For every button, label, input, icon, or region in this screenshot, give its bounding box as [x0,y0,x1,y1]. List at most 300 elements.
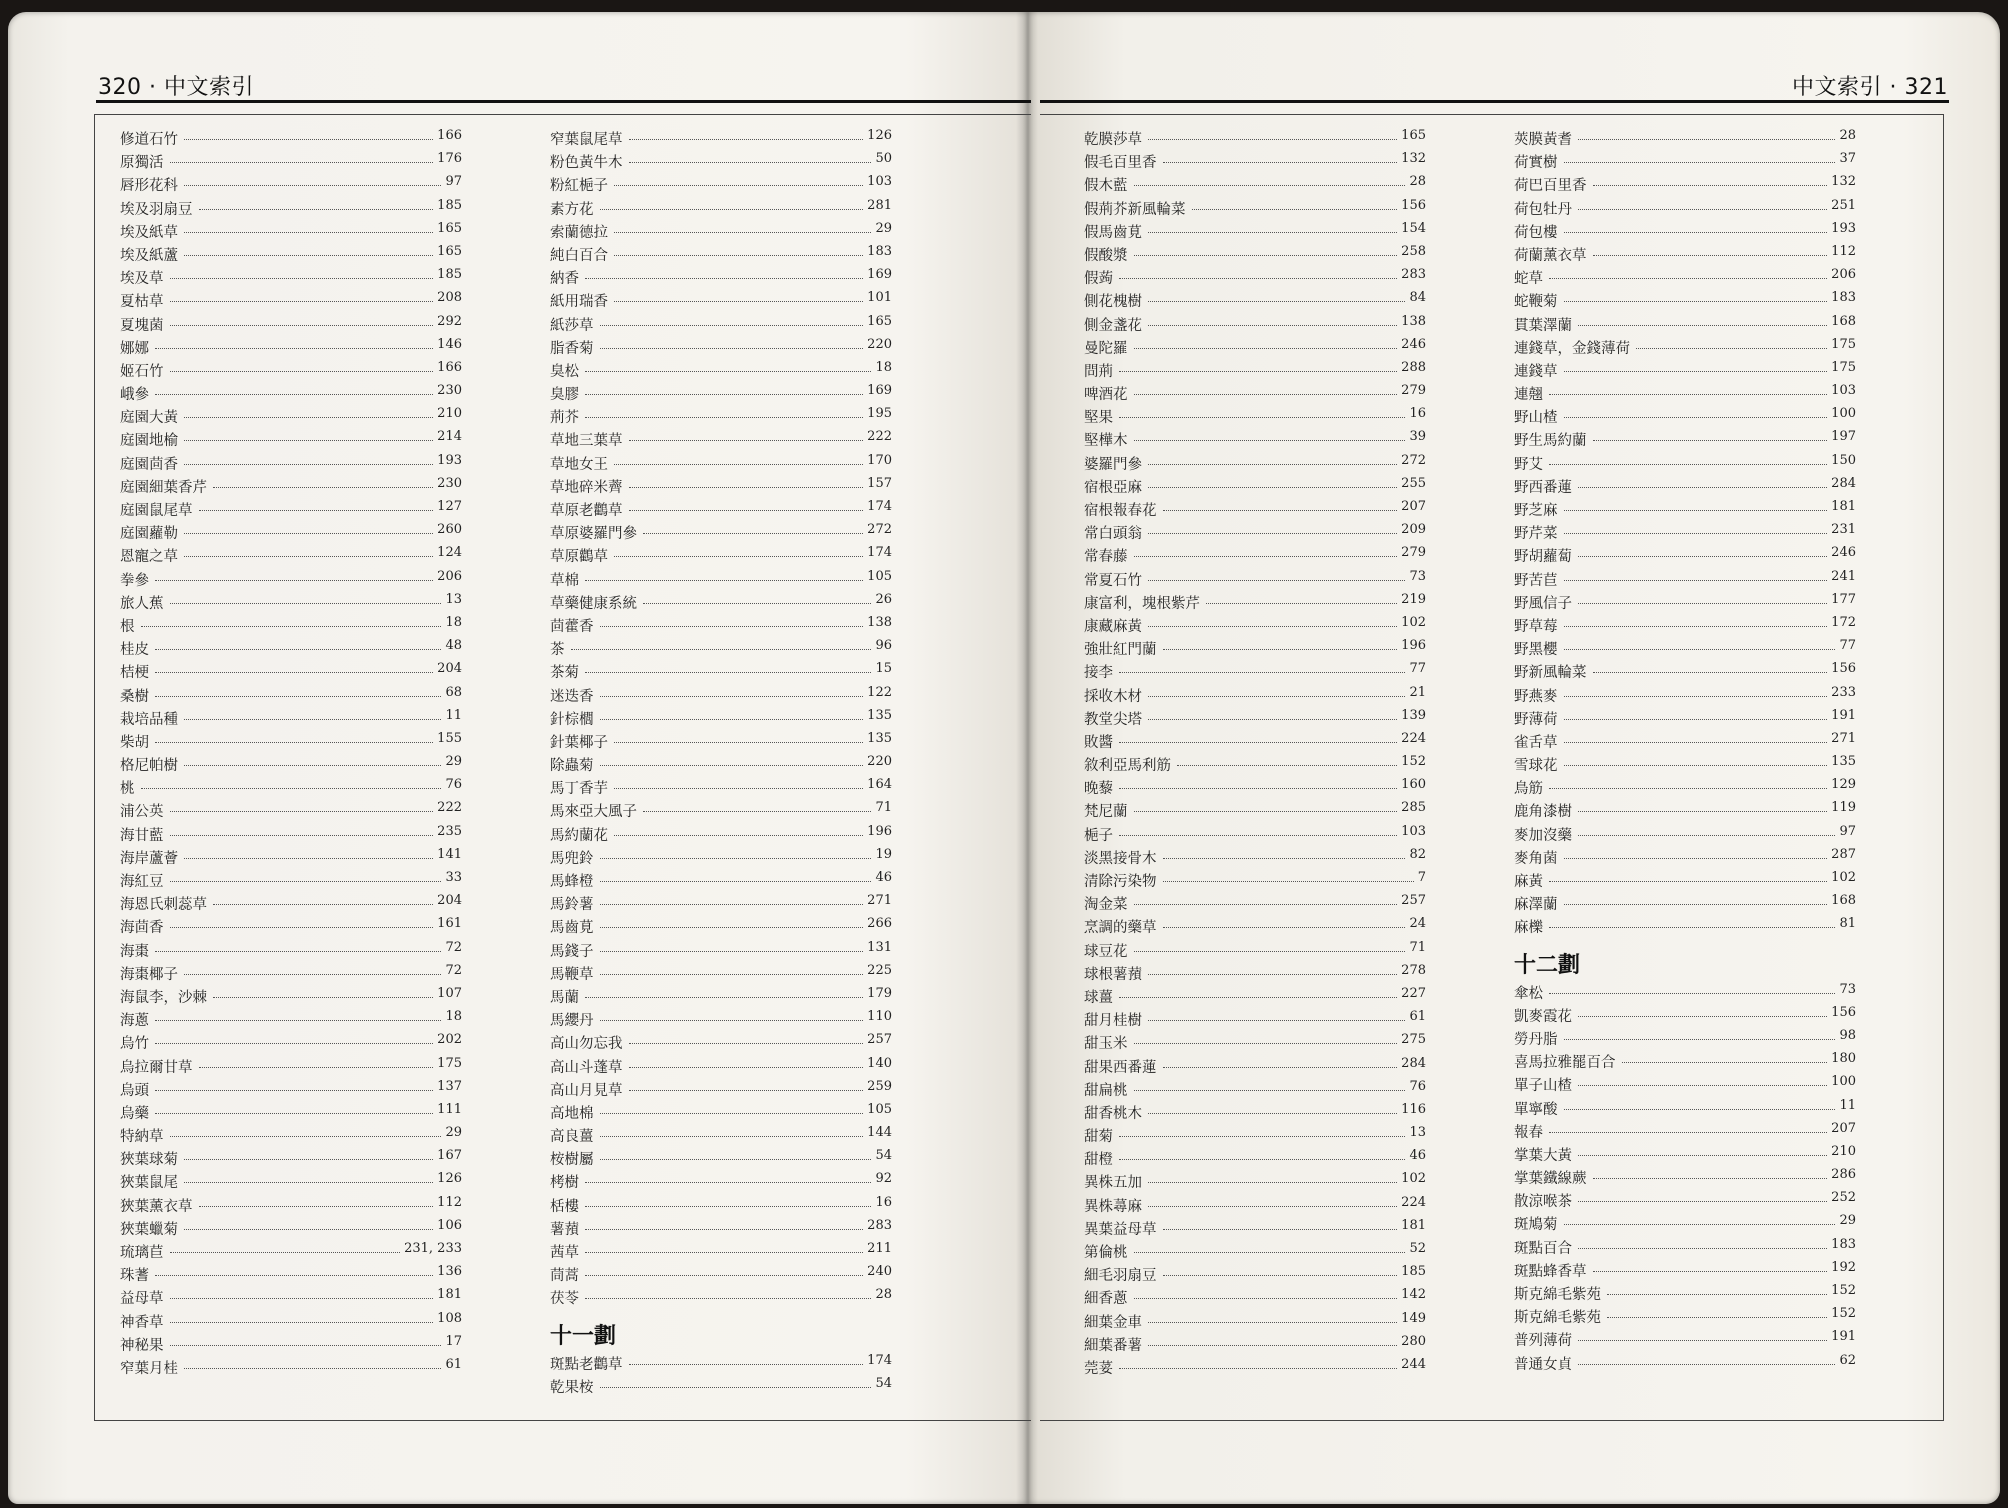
index-term: 粉色黃牛木 [550,155,623,172]
index-entry [120,290,462,313]
leader-dots [600,348,863,349]
page-number: 28 [1409,174,1426,190]
index-term: 荷包樓 [1514,224,1558,241]
page-number: 279 [1401,545,1426,561]
index-entry [1084,569,1426,592]
index-term: 草原老鸛草 [550,503,623,519]
page-number: 257 [1401,893,1426,909]
index-term: 海恩氏刺蕊草 [120,897,207,914]
page-number: 135 [867,730,892,746]
index-entry [120,661,462,684]
leader-dots [1148,626,1397,627]
leader-dots [1119,1136,1405,1137]
index-term: 純白百合 [550,247,608,264]
page-number: 206 [437,568,462,584]
index-entry [550,1264,892,1287]
index-term: 斑點老鸛草 [550,1356,623,1373]
index-entry [550,1079,892,1102]
page-number: 169 [867,267,892,283]
index-term: 海茴香 [120,920,164,937]
index-entry [120,499,462,522]
index-term: 海紅豆 [120,874,164,890]
index-term: 格尼帕樹 [120,758,178,775]
leader-dots [155,951,441,952]
leader-dots [1148,719,1397,720]
index-term: 庭園茴香 [120,456,178,473]
index-term: 教堂尖塔 [1084,711,1142,728]
leader-dots [184,417,433,418]
leader-dots [170,278,433,279]
page-number: 271 [1831,730,1856,746]
index-term: 針葉椰子 [550,734,608,751]
index-entry [1514,1121,1856,1144]
page-number: 103 [1831,383,1856,399]
page-number: 222 [437,800,462,816]
index-entry [120,708,462,731]
page-number: 287 [1831,846,1856,862]
leader-dots [600,696,863,697]
index-entry [550,661,892,684]
index-entry [550,708,892,731]
index-entry [550,337,892,360]
index-term: 茜草 [550,1245,579,1261]
index-entry [1084,1287,1426,1310]
leader-dots [629,1364,863,1365]
index-term: 斑點蜂香草 [1514,1263,1587,1280]
leader-dots [600,927,863,928]
index-entry [1084,1357,1426,1380]
index-term: 娜娜 [120,340,149,357]
leader-dots [170,835,433,836]
index-entry [1084,1334,1426,1357]
page-number: 161 [437,916,462,932]
index-entry [550,1102,892,1125]
index-entry [550,1032,892,1055]
leader-dots [585,672,871,673]
index-term: 草棉 [550,572,579,589]
leader-dots [184,765,441,766]
leader-dots [600,858,871,859]
index-entry [1084,267,1426,290]
leader-dots [1119,672,1405,673]
leader-dots [1119,997,1397,998]
index-entry [1084,638,1426,661]
page-number: 19 [875,846,892,862]
leader-dots [1578,835,1835,836]
leader-dots [1564,904,1827,905]
index-entry [120,1171,462,1194]
index-entry [120,824,462,847]
page-number: 26 [875,591,892,607]
page-number: 97 [1839,823,1856,839]
leader-dots [629,487,863,488]
leader-dots [199,209,433,210]
index-term: 球根薯蕷 [1084,966,1142,983]
page-number: 166 [437,359,462,375]
leader-dots [600,209,863,210]
index-term: 淘金菜 [1084,897,1128,914]
leader-dots [614,232,871,233]
index-term: 唇形花科 [120,178,178,195]
index-term: 草地女王 [550,456,608,473]
page-number: 251 [1831,197,1856,213]
leader-dots [1134,811,1397,812]
index-term: 側花槐樹 [1084,294,1142,311]
leader-dots [1134,1043,1397,1044]
index-term: 狹葉鼠尾 [120,1175,178,1192]
leader-dots [600,904,863,905]
index-entry [550,963,892,986]
index-term: 第倫桃 [1084,1245,1128,1261]
index-term: 球薑 [1084,989,1113,1006]
index-term: 啤酒花 [1084,387,1128,404]
page-number: 220 [867,336,892,352]
page-number: 122 [867,684,892,700]
leader-dots [1564,626,1827,627]
index-entry [1514,1190,1856,1213]
page-number: 110 [867,1009,892,1025]
leader-dots [1578,209,1827,210]
page-number: 175 [437,1055,462,1071]
leader-dots [1163,881,1414,882]
leader-dots [155,580,433,581]
index-term: 庭園鼠尾草 [120,503,193,519]
leader-dots [141,626,441,627]
page-number: 29 [445,1125,462,1141]
index-term: 馬來亞大風子 [550,804,637,821]
index-term: 麻櫟 [1514,920,1543,937]
index-entry [550,1353,892,1376]
index-entry [1514,545,1856,568]
page-number: 164 [867,777,892,793]
index-entry [1084,1102,1426,1125]
leader-dots [1549,788,1827,789]
index-term: 問荊 [1084,363,1113,380]
leader-dots [643,811,871,812]
leader-dots [1578,1248,1827,1249]
leader-dots [600,719,863,720]
page-number: 177 [1831,591,1856,607]
index-entry [1084,1264,1426,1287]
page-number: 183 [867,243,892,259]
leader-dots [1622,1062,1827,1063]
index-entry [1514,1144,1856,1167]
index-entry [120,986,462,1009]
page-number: 165 [867,313,892,329]
index-term: 草藥健康系統 [550,595,637,612]
leader-dots [1148,487,1397,488]
leader-dots [1134,394,1397,395]
page-number: 283 [867,1217,892,1233]
page-number: 124 [437,545,462,561]
index-term: 馬鈴薯 [550,897,594,914]
index-entry [1514,1051,1856,1074]
page-number: 240 [867,1264,892,1280]
index-term: 神秘果 [120,1337,164,1354]
leader-dots [600,951,863,952]
index-term: 恩寵之草 [120,549,178,566]
index-term: 臭膠 [550,387,579,404]
index-entry [1084,221,1426,244]
index-entry [1084,1056,1426,1079]
index-entry [550,406,892,429]
index-term: 拳參 [120,572,149,589]
index-entry [550,777,892,800]
index-entry [120,800,462,823]
index-entry [550,1376,892,1399]
leader-dots [1549,1132,1827,1133]
index-term: 峨參 [120,387,149,404]
index-term: 甜菊 [1084,1129,1113,1146]
index-term: 海棗 [120,943,149,960]
page-number: 204 [437,661,462,677]
index-entry [1514,221,1856,244]
index-entry [1514,1074,1856,1097]
page-number: 174 [867,499,892,514]
index-term: 馬兜鈴 [550,850,594,867]
index-term: 甜香桃木 [1084,1105,1142,1122]
index-column-3 [1084,128,1426,1380]
index-entry [1084,406,1426,429]
page-number: 207 [1831,1120,1856,1136]
page-number: 231, 233 [404,1241,462,1256]
page-number: 181 [437,1287,462,1303]
leader-dots [1163,858,1405,859]
page-number: 227 [1401,985,1426,1001]
index-term: 高良薑 [550,1129,594,1146]
page-number: 150 [1831,452,1856,468]
index-entry [550,1218,892,1241]
index-term: 勞丹脂 [1514,1031,1558,1048]
leader-dots [1148,139,1397,140]
leader-dots [1564,742,1827,743]
page-number: 135 [867,707,892,723]
index-entry [120,337,462,360]
index-term: 姬石竹 [120,363,164,380]
index-entry [1084,174,1426,197]
index-entry [120,174,462,197]
index-term: 高山月見草 [550,1082,623,1099]
page-number: 275 [1401,1032,1426,1048]
leader-dots [1549,464,1827,465]
leader-dots [614,301,863,302]
index-entry [120,360,462,383]
leader-dots [1549,278,1827,279]
index-entry [120,893,462,916]
leader-dots [600,765,863,766]
index-term: 馬齒莧 [550,920,594,937]
index-entry [120,963,462,986]
index-term: 鳥筋 [1514,781,1543,798]
index-entry [550,499,892,522]
index-entry [120,1125,462,1148]
leader-dots [600,1113,863,1114]
index-entry [1514,638,1856,661]
page-number: 157 [867,475,892,491]
index-term: 茴藿香 [550,618,594,635]
index-entry [550,824,892,847]
page-number: 7 [1417,870,1426,885]
index-term: 旅人蕉 [120,595,164,612]
page-number: 13 [1409,1125,1426,1141]
leader-dots [1148,696,1405,697]
leader-dots [155,394,433,395]
index-term: 野芝麻 [1514,503,1558,519]
page-number: 11 [1839,1097,1856,1113]
index-entry [550,314,892,337]
page-number: 82 [1409,846,1426,862]
index-entry [1084,1311,1426,1334]
leader-dots [184,974,441,975]
leader-dots [184,719,441,720]
leader-dots [600,1136,863,1137]
page-number: 132 [1401,151,1426,167]
index-term: 堅樺木 [1084,433,1128,450]
page-number: 16 [1409,406,1426,422]
leader-dots [184,858,433,859]
index-entry [1084,429,1426,452]
page-number: 129 [1831,777,1856,793]
page-number: 81 [1839,916,1856,932]
leader-dots [1134,1252,1405,1253]
index-entry [1514,1167,1856,1190]
index-entry [550,383,892,406]
page-number: 15 [875,661,892,677]
leader-dots [1549,881,1827,882]
leader-dots [1134,1090,1405,1091]
page-number: 259 [867,1078,892,1094]
page-number: 17 [445,1333,462,1349]
index-entry [120,1148,462,1171]
page-number: 196 [867,823,892,839]
leader-dots [1564,301,1827,302]
index-term: 除蟲菊 [550,758,594,775]
index-entry [120,685,462,708]
page-number: 97 [445,174,462,190]
page-number: 266 [867,916,892,932]
page-number: 260 [437,522,462,538]
index-entry [1514,1283,1856,1306]
leader-dots [585,417,863,418]
right-running-header: 中文索引 · 321 [1792,75,1948,100]
index-term: 敘利亞馬利筋 [1084,758,1171,775]
page-number: 246 [1401,336,1426,352]
index-term: 野草莓 [1514,618,1558,635]
leader-dots [1564,162,1835,163]
leader-dots [585,1182,871,1183]
page-number: 98 [1839,1027,1856,1043]
leader-dots [585,580,863,581]
page-number: 231 [1831,522,1856,538]
index-entry [1084,1241,1426,1264]
index-entry [550,1195,892,1218]
page-number: 96 [875,638,892,654]
leader-dots [1134,255,1397,256]
page-number: 191 [1831,1329,1856,1345]
index-term: 埃及羽扇豆 [120,201,193,218]
index-term: 甜果西番蓮 [1084,1059,1157,1076]
page-number: 135 [1831,754,1856,770]
index-entry [550,198,892,221]
page-number: 185 [437,197,462,213]
index-entry [1514,615,1856,638]
index-entry [1514,1098,1856,1121]
index-term: 野山楂 [1514,410,1558,427]
index-entry [550,1148,892,1171]
leader-dots [585,1229,863,1230]
index-term: 斯克綿毛紫苑 [1514,1287,1601,1303]
page-number: 165 [437,220,462,236]
page-number: 77 [1839,638,1856,654]
left-header-rule [96,100,1031,103]
index-entry [550,754,892,777]
index-entry [120,1102,462,1125]
index-term: 荷巴百里香 [1514,178,1587,195]
leader-dots [600,881,871,882]
page-number: 207 [1401,499,1426,514]
page-number: 11 [445,707,462,723]
index-term: 假毛百里香 [1084,155,1157,172]
leader-dots [585,1275,863,1276]
index-term: 高山勿忘我 [550,1036,623,1053]
index-term: 野芹菜 [1514,526,1558,543]
index-entry [1084,290,1426,313]
leader-dots [1163,1275,1397,1276]
page-number: 288 [1401,359,1426,375]
page-number: 119 [1831,800,1856,816]
page-number: 33 [445,870,462,885]
leader-dots [1564,417,1827,418]
index-term: 烏竹 [120,1036,149,1053]
index-term: 馬丁香芋 [550,781,608,798]
page-number: 170 [867,452,892,468]
page-number: 181 [1401,1217,1426,1233]
index-entry [1514,406,1856,429]
index-entry [550,1125,892,1148]
page-number: 72 [445,962,462,978]
index-entry [550,592,892,615]
index-entry [550,429,892,452]
index-entry [1514,267,1856,290]
page-number: 209 [1401,522,1426,538]
page-number: 116 [1401,1101,1426,1117]
page-number: 219 [1401,591,1426,607]
index-entry [120,128,462,151]
index-term: 麻澤蘭 [1514,897,1558,914]
index-term: 宿根報春花 [1084,503,1157,519]
index-term: 淡黑接骨木 [1084,850,1157,867]
leader-dots [1134,440,1405,441]
index-term: 假酸漿 [1084,247,1128,264]
page-number: 46 [1409,1148,1426,1164]
page-number: 106 [437,1217,462,1233]
index-term: 梵尼蘭 [1084,804,1128,821]
page-number: 152 [1831,1283,1856,1298]
index-term: 修道石竹 [120,132,178,148]
index-entry [550,940,892,963]
index-term: 埃及草 [120,271,164,288]
index-term: 馬蜂橙 [550,874,594,890]
page-number: 76 [445,777,462,793]
page-number: 257 [867,1032,892,1048]
index-term: 野風信子 [1514,595,1572,612]
index-entry [1514,151,1856,174]
index-entry [1084,754,1426,777]
index-term: 康富利，塊根紫芹 [1084,595,1200,612]
leader-dots [1148,533,1397,534]
index-entry [1084,1079,1426,1102]
page-number: 50 [875,151,892,167]
